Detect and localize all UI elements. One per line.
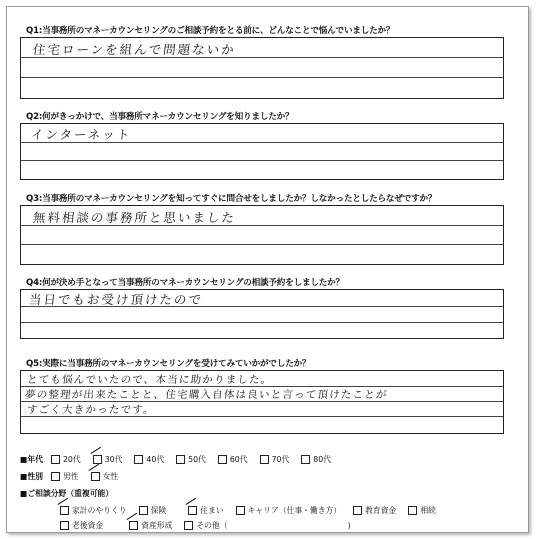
age-option[interactable]: 40代 <box>134 454 164 465</box>
close-paren: ) <box>347 521 351 530</box>
answer-3-text: 無料相談の事務所と思いました <box>32 210 237 225</box>
checkbox-icon <box>51 455 60 464</box>
question-2-label: Q2:何がきっかけで、当事務所マネーカウンセリングを知りましたか？ <box>26 112 294 122</box>
gender-row <box>20 471 130 482</box>
field-option-selected[interactable]: 家計のやりくり <box>60 505 127 516</box>
field-option[interactable]: 老後資金 <box>60 520 103 531</box>
checkbox-icon <box>176 455 185 464</box>
answer-4-text: 当日でもお受け頂けたので <box>28 292 204 307</box>
question-1-label: Q1:当事務所のマネーカウンセリングのご相談予約をとる前に、どんなことで悩んでいましたか？ <box>26 26 395 36</box>
answer-box-4 <box>20 289 504 339</box>
answer-rule <box>21 77 503 78</box>
answer-rule <box>21 160 503 161</box>
checkbox-icon <box>236 506 245 515</box>
answer-box-1 <box>20 37 504 99</box>
checkbox-icon <box>301 455 310 464</box>
checkbox-icon <box>134 455 143 464</box>
answer-5-line-2: 夢の整理が出来たことと、住宅購入自体は良いと言って頂けたことが <box>24 389 389 401</box>
field-option[interactable]: 保険 <box>139 505 167 516</box>
answer-2-text: インターネット <box>30 127 133 142</box>
field-option[interactable]: キャリア（仕事・働き方） <box>236 505 342 516</box>
age-option[interactable]: 80代 <box>301 454 331 465</box>
answer-rule <box>21 244 503 245</box>
field-row-2 <box>60 520 351 531</box>
age-option[interactable]: 20代 <box>51 454 81 465</box>
answer-box-5 <box>20 370 504 434</box>
checkbox-icon <box>139 506 148 515</box>
checkbox-icon <box>353 506 362 515</box>
question-3-label: Q3:当事務所のマネーカウンセリングを知ってすぐに問合せをしましたか？しなかったとしたらなぜですか？ <box>26 194 437 204</box>
age-label: ■年代 <box>20 455 43 464</box>
age-option-selected[interactable]: 30代 <box>93 454 123 465</box>
age-option[interactable]: 60代 <box>218 454 248 465</box>
checkbox-icon <box>129 521 138 530</box>
field-label: ■ご相談分野（重複可能） <box>20 489 114 498</box>
gender-option[interactable]: 男性 <box>51 471 79 482</box>
gender-option-selected[interactable]: 女性 <box>91 471 119 482</box>
age-row <box>20 454 343 465</box>
field-option[interactable]: 相続 <box>408 505 436 516</box>
checkbox-icon <box>91 472 100 481</box>
checkbox-icon <box>218 455 227 464</box>
field-option-selected[interactable]: 住まい <box>188 505 223 516</box>
checkbox-icon <box>408 506 417 515</box>
field-option[interactable]: 教育資金 <box>353 505 396 516</box>
checkbox-icon <box>260 455 269 464</box>
answer-5-line-1: とても悩んでいたので、本当に助かりました。 <box>26 374 274 386</box>
answer-5-line-3: すごく大きかったです。 <box>26 404 156 416</box>
answer-box-3 <box>20 205 504 265</box>
answer-rule <box>21 322 503 323</box>
checkbox-icon <box>93 455 102 464</box>
field-option-selected[interactable]: 資産形成 <box>129 520 172 531</box>
question-5-label: Q5:実際に当事務所のマネーカウンセリングを受けてみていかがでしたか？ <box>26 359 311 369</box>
field-row-1 <box>60 505 448 516</box>
answer-box-2 <box>20 123 504 180</box>
field-option[interactable]: その他（ <box>184 520 227 531</box>
answer-1-text: 住宅ローンを組んで問題ないか <box>32 42 237 57</box>
age-option[interactable]: 50代 <box>176 454 206 465</box>
field-row-label <box>20 488 121 499</box>
checkbox-icon <box>184 521 193 530</box>
checkbox-icon <box>60 506 69 515</box>
checkbox-icon <box>60 521 69 530</box>
question-4-label: Q4:何が決め手となって当事務所のマネーカウンセリングの相談予約をしましたか？ <box>26 278 344 288</box>
checkbox-icon <box>188 506 197 515</box>
age-option[interactable]: 70代 <box>260 454 290 465</box>
gender-label: ■性別 <box>20 472 43 481</box>
checkbox-icon <box>51 472 60 481</box>
